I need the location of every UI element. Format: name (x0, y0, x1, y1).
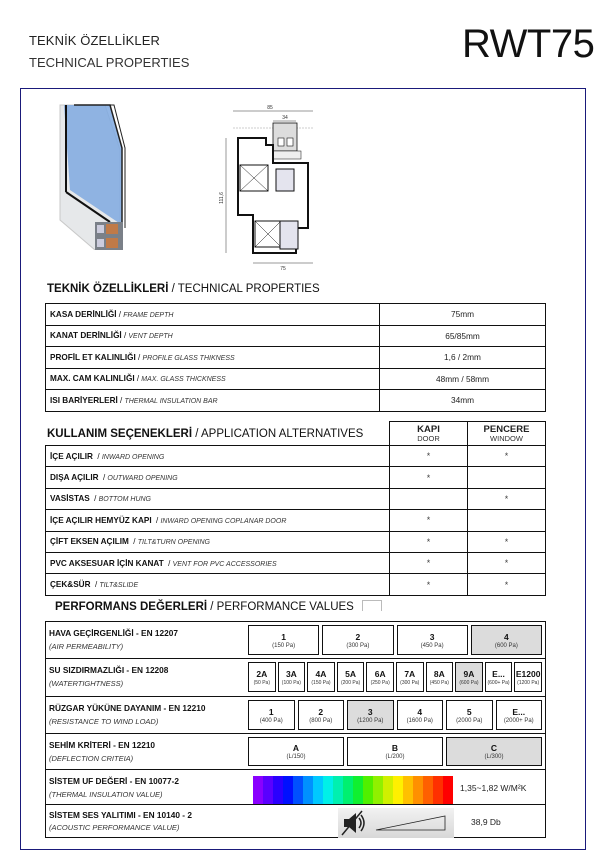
application-row: PVC AKSESUAR İÇİN KANAT / VENT FOR PVC ACCESSORIES * * (46, 552, 546, 573)
wind-class-1: 2 (800 Pa) (298, 700, 345, 730)
ft-logo-icon (362, 600, 382, 611)
application-row: VASİSTAS / BOTTOM HUNG * (46, 488, 546, 509)
water-class-1: 3A (100 Pa) (278, 662, 306, 692)
deflection-class-1: B (L/200) (347, 737, 443, 766)
spectrum-swatch (423, 776, 433, 804)
air-class-0: 1 (150 Pa) (248, 625, 319, 655)
air-class-1: 2 (300 Pa) (322, 625, 393, 655)
wind-class-4: 5 (2000 Pa) (446, 700, 493, 730)
spectrum-swatch (263, 776, 273, 804)
water-class-2: 4A (150 Pa) (307, 662, 335, 692)
spectrum-swatch (403, 776, 413, 804)
header-title-tr: TEKNİK ÖZELLİKLER (29, 33, 161, 48)
technical-row: KASA DERİNLİĞİ / FRAME DEPTH 75mm (46, 304, 546, 326)
water-class-6: 8A (450 Pa) (426, 662, 454, 692)
spectrum-swatch (313, 776, 323, 804)
dim-inner: 34 (282, 115, 288, 121)
profile-section-drawing (218, 103, 318, 271)
model-name: RWT75 (462, 22, 595, 66)
application-table (45, 445, 546, 596)
water-class-8: E... (600+ Pa) (485, 662, 513, 692)
spectrum-swatch (373, 776, 383, 804)
spectrum-swatch (433, 776, 443, 804)
water-class-7: 9A (600 Pa) (455, 662, 483, 692)
technical-title: TEKNİK ÖZELLİKLERİ / TECHNICAL PROPERTIES (47, 283, 320, 295)
performance-title: PERFORMANS DEĞERLERİ / PERFORMANCE VALUES (55, 600, 382, 613)
water-class-0: 2A (50 Pa) (248, 662, 276, 692)
spectrum-swatch (273, 776, 283, 804)
air-class-2: 3 (450 Pa) (397, 625, 468, 655)
acoustic-value: 38,9 Db (471, 817, 501, 827)
spectrum-swatch (323, 776, 333, 804)
spectrum-swatch (363, 776, 373, 804)
performance-table (45, 621, 546, 838)
technical-table (45, 303, 546, 412)
deflection-class-2: C (L/300) (446, 737, 542, 766)
perf-row-thermal: SİSTEM UF DEĞERİ - EN 10077-2 (THERMAL INSULATION VALUE) 1,35~1,82 W/M²K (46, 770, 545, 805)
perf-row-deflection: SEHİM KRİTERİ - EN 12210 (DEFLECTION CRITEIA) A (L/150) B (L/200) C (L/300) (46, 734, 545, 770)
dim-bottom: 75 (280, 266, 286, 271)
application-row: DIŞA AÇILIR / OUTWARD OPENING * (46, 467, 546, 488)
application-row: İÇE AÇILIR / INWARD OPENING * * (46, 446, 546, 467)
water-class-9: E1200 (1200 Pa) (514, 662, 542, 692)
technical-row: MAX. CAM KALINLIĞI / MAX. GLASS THICKNESS 48mm / 58mm (46, 368, 546, 390)
perf-row-wind: RÜZGAR YÜKÜNE DAYANIM - EN 12210 (RESISTANCE TO WIND LOAD) 1 (400 Pa) 2 (800 Pa) 3 (1200 Pa) 4 (1600 Pa) 5 (2000 Pa) E... (2000+ Pa) (46, 697, 545, 734)
application-row: ÇİFT EKSEN AÇILIM / TILT&TURN OPENING * * (46, 531, 546, 552)
header-title-en: TECHNICAL PROPERTIES (29, 55, 190, 70)
spectrum-swatch (333, 776, 343, 804)
window-corner-image (50, 100, 130, 250)
speaker-mute-icon (342, 811, 364, 835)
col-door: KAPI DOOR (390, 422, 468, 446)
spectrum-swatch (443, 776, 453, 804)
application-row: ÇEK&SÜR / TILT&SLIDE * * (46, 574, 546, 595)
perf-row-acoustic: SİSTEM SES YALITIMI - EN 10140 - 2 (ACOUSTIC PERFORMANCE VALUE) 38,9 Db (46, 805, 545, 838)
col-window: PENCERE WINDOW (468, 422, 546, 446)
spectrum-swatch (283, 776, 293, 804)
spectrum-swatch (383, 776, 393, 804)
water-class-4: 6A (250 Pa) (366, 662, 394, 692)
wind-class-2: 3 (1200 Pa) (347, 700, 394, 730)
volume-ramp-icon (376, 816, 445, 830)
spectrum-swatch (293, 776, 303, 804)
spectrum-swatch (393, 776, 403, 804)
perf-row-air: HAVA GEÇİRGENLİĞİ - EN 12207 (AIR PERMEABILITY) 1 (150 Pa) 2 (300 Pa) 3 (450 Pa) 4 (600 Pa) (46, 622, 545, 659)
spectrum-swatch (353, 776, 363, 804)
dim-top: 85 (267, 105, 273, 111)
water-class-3: 5A (200 Pa) (337, 662, 365, 692)
technical-row: KANAT DERİNLİĞİ / VENT DEPTH 65/85mm (46, 325, 546, 347)
acoustic-graphic (338, 808, 454, 838)
dim-height: 111,6 (219, 192, 225, 204)
thermal-value: 1,35~1,82 W/M²K (460, 783, 527, 793)
technical-row: PROFİL ET KALINLIĞI / PROFILE GLASS THIKNESS 1,6 / 2mm (46, 347, 546, 369)
wind-class-5: E... (2000+ Pa) (496, 700, 543, 730)
spectrum-swatch (303, 776, 313, 804)
application-row: İÇE AÇILIR HEMYÜZ KAPI / INWARD OPENING COPLANAR DOOR * (46, 510, 546, 531)
spectrum-swatch (343, 776, 353, 804)
wind-class-3: 4 (1600 Pa) (397, 700, 444, 730)
application-header (389, 421, 546, 446)
perf-row-water: SU SIZDIRMAZLIĞI - EN 12208 (WATERTIGHTNESS) 2A (50 Pa) 3A (100 Pa) 4A (150 Pa) 5A (200 Pa) 6A (250 Pa) 7A (300 Pa) 8A (450 Pa) 9A (600 Pa) E... (600+ Pa) E1200 (1200 Pa) (46, 659, 545, 697)
deflection-class-0: A (L/150) (248, 737, 344, 766)
air-class-3: 4 (600 Pa) (471, 625, 542, 655)
spectrum-swatch (253, 776, 263, 804)
technical-row: ISI BARİYERLERİ / THERMAL INSULATION BAR 34mm (46, 390, 546, 412)
thermal-spectrum-bar (253, 776, 453, 804)
wind-class-0: 1 (400 Pa) (248, 700, 295, 730)
spectrum-swatch (413, 776, 423, 804)
water-class-5: 7A (300 Pa) (396, 662, 424, 692)
application-title: KULLANIM SEÇENEKLERİ / APPLICATION ALTERNATIVES (47, 428, 364, 440)
